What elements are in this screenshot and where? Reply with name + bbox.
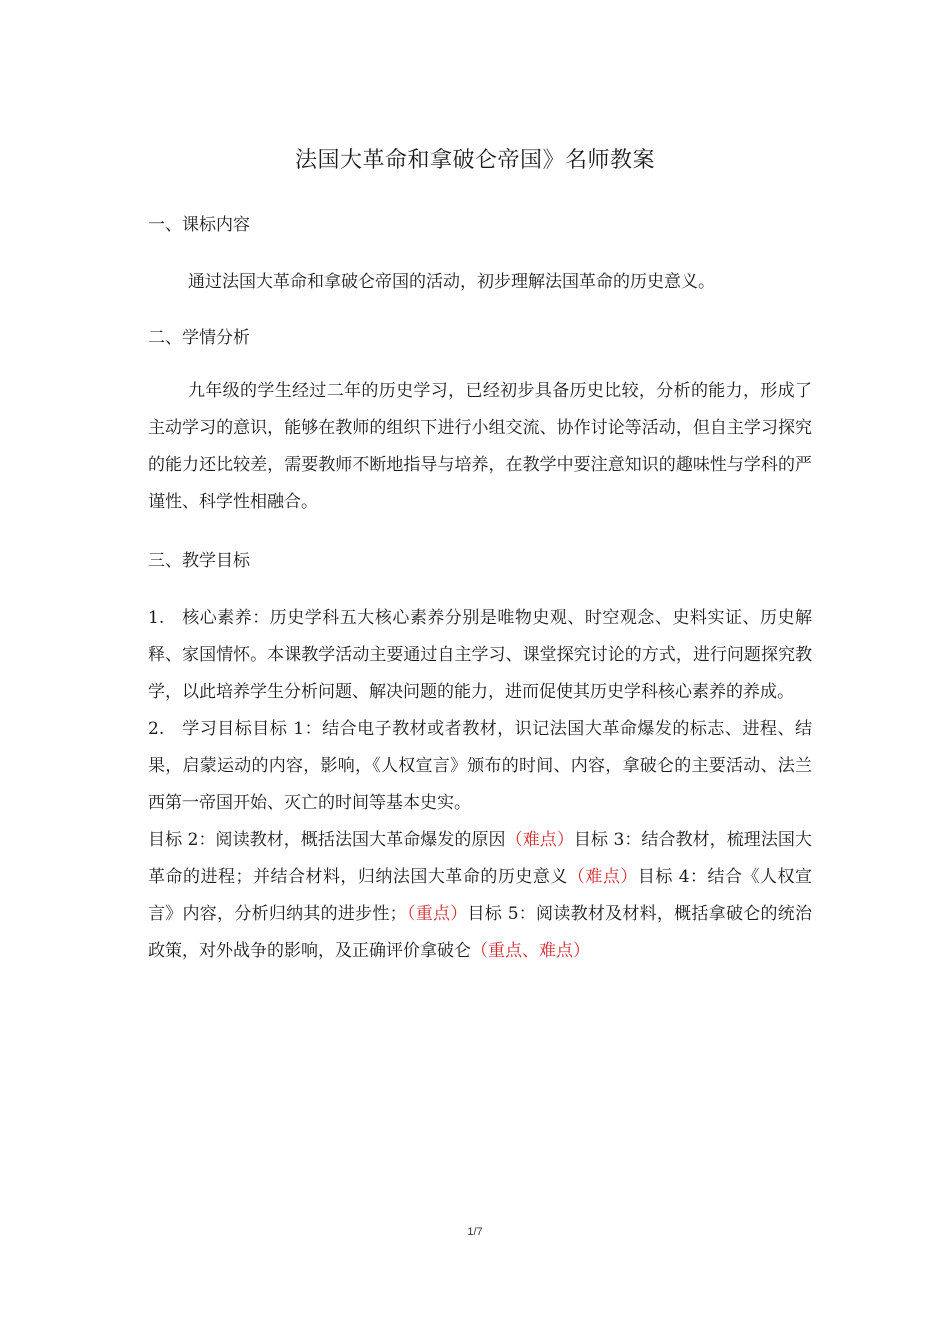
goal-item-detailed-goals xyxy=(148,822,812,970)
goal-item-core-literacy: 1. 核心素养：历史学科五大核心素养分别是唯物史观、时空观念、史料实证、历史解释、家国情怀。本课教学活动主要通过自主学习、课堂探究讨论的方式，进行问题探究教学，以此培养学生分析问题、解决问题的能力，进而促使其历史学科核心素养的养成。 xyxy=(148,608,812,702)
goal-3-difficulty-tag: （难点） xyxy=(567,867,638,887)
student-analysis-paragraph: 九年级的学生经过二年的历史学习，已经初步具备历史比较，分析的能力，形成了主动学习的意识，能够在教师的组织下进行小组交流、协作讨论等活动，但自主学习探究的能力还比较差，需要教师不断地指导与培养，在教学中要注意知识的趣味性与学科的严谨性、科学性相融合。 xyxy=(148,381,812,512)
curriculum-text xyxy=(148,264,812,301)
teaching-goals-text xyxy=(148,600,812,970)
page-number: 1/7 xyxy=(467,1226,483,1238)
section-heading-teaching-goals: 三、教学目标 xyxy=(148,551,250,571)
curriculum-paragraph: 通过法国大革命和拿破仑帝国的活动，初步理解法国革命的历史意义。 xyxy=(188,272,715,292)
goal-5-text: 目标 5：阅读教材及材料，概括拿破仑的统治政策，对外战争的影响，及正确评价拿破仑 xyxy=(148,904,812,961)
goal-item-learning-goals: 2. 学习目标目标 1：结合电子教材或者教材，识记法国大革命爆发的标志、进程、结果，启蒙运动的内容，影响，《人权宣言》颁布的时间、内容，拿破仑的主要活动、法兰西第一帝国开始、灭亡的时间等基本史实。 xyxy=(148,719,812,813)
section-heading-student-analysis: 二、学情分析 xyxy=(148,328,250,348)
goal-3-text: 目标 3：结合教材，梳理法国大革命的进程；并结合材料，归纳法国大革命的历史意义 xyxy=(148,830,812,887)
goal-4-key-tag: （重点） xyxy=(406,904,468,924)
goal-5-key-difficulty-tag: （重点、难点） xyxy=(471,941,590,961)
goal-4-text: 目标 4：结合《人权宣言》内容，分析归纳其的进步性； xyxy=(148,867,813,924)
student-analysis-text xyxy=(148,373,812,521)
goal-2-difficulty-tag: （难点） xyxy=(505,830,574,850)
document-title: 法国大革命和拿破仑帝国》名师教案 xyxy=(294,148,655,173)
goal-2-text: 目标 2：阅读教材，概括法国大革命爆发的原因 xyxy=(148,830,506,850)
section-heading-curriculum: 一、课标内容 xyxy=(148,215,250,235)
